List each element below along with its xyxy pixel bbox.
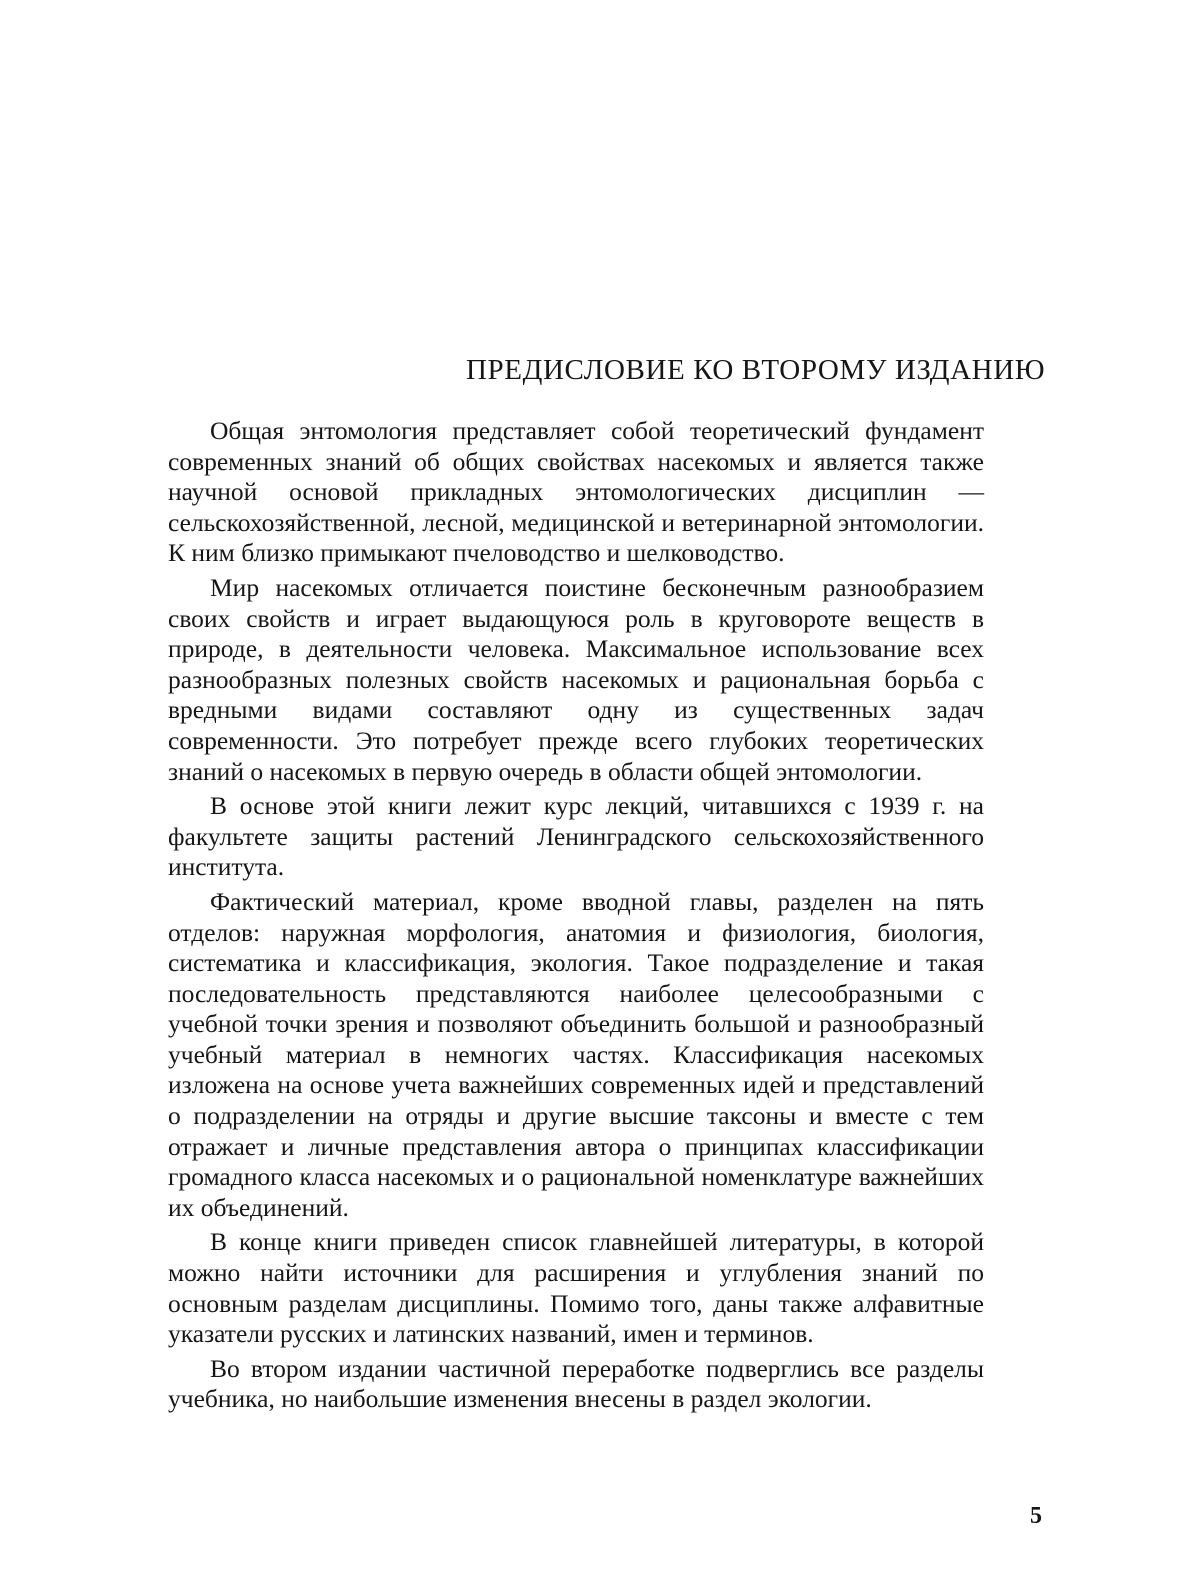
paragraph: В основе этой книги лежит курс лекций, читавшихся с 1939 г. на факультете защиты растений Ленинградского сельскохозяйственного института. bbox=[168, 791, 984, 882]
chapter-title: ПРЕДИСЛОВИЕ КО ВТОРОМУ ИЗДАНИЮ bbox=[466, 354, 1046, 386]
page-number: 5 bbox=[1030, 1503, 1042, 1529]
preface-text bbox=[168, 416, 984, 1419]
paragraph: Фактический материал, кроме вводной главы, разделен на пять отделов: наружная морфология, анатомия и физиология, биология, систематика и классификация, экология. Такое подразделение и такая последовательность представляются наиболее целесообразными с учебной точки зрения и позволяют объединить большой и разнообразный учебный материал в немногих частях. Классификация насекомых изложена на основе учета важнейших современных идей и представлений о подразделении на отряды и другие высшие таксоны и вместе с тем отражает и личные представления автора о принципах классификации громадного класса насекомых и о рациональной номенклатуре важнейших их объединений. bbox=[168, 886, 984, 1222]
paragraph: Общая энтомология представляет собой теоретический фундамент современных знаний об общих свойствах насекомых и является также научной основой прикладных энтомологических дисциплин — сельскохозяйственной, лесной, медицинской и ветеринарной энтомологии. К ним близко примыкают пчеловодство и шелководство. bbox=[168, 416, 984, 568]
paragraph: В конце книги приведен список главнейшей литературы, в которой можно найти источники для расширения и углубления знаний по основным разделам дисциплины. Помимо того, даны также алфавитные указатели русских и латинских названий, имен и терминов. bbox=[168, 1227, 984, 1349]
paragraph: Во втором издании частичной переработке подверглись все разделы учебника, но наибольшие изменения внесены в раздел экологии. bbox=[168, 1353, 984, 1414]
paragraph: Мир насекомых отличается поистине бесконечным разнообразием своих свойств и играет выдающуюся роль в круговороте веществ в природе, в деятельности человека. Максимальное использование всех разнообразных полезных свойств насекомых и рациональная борьба с вредными видами составляют одну из существенных задач современности. Это потребует прежде всего глубоких теоретических знаний о насекомых в первую очередь в области общей энтомологии. bbox=[168, 572, 984, 786]
